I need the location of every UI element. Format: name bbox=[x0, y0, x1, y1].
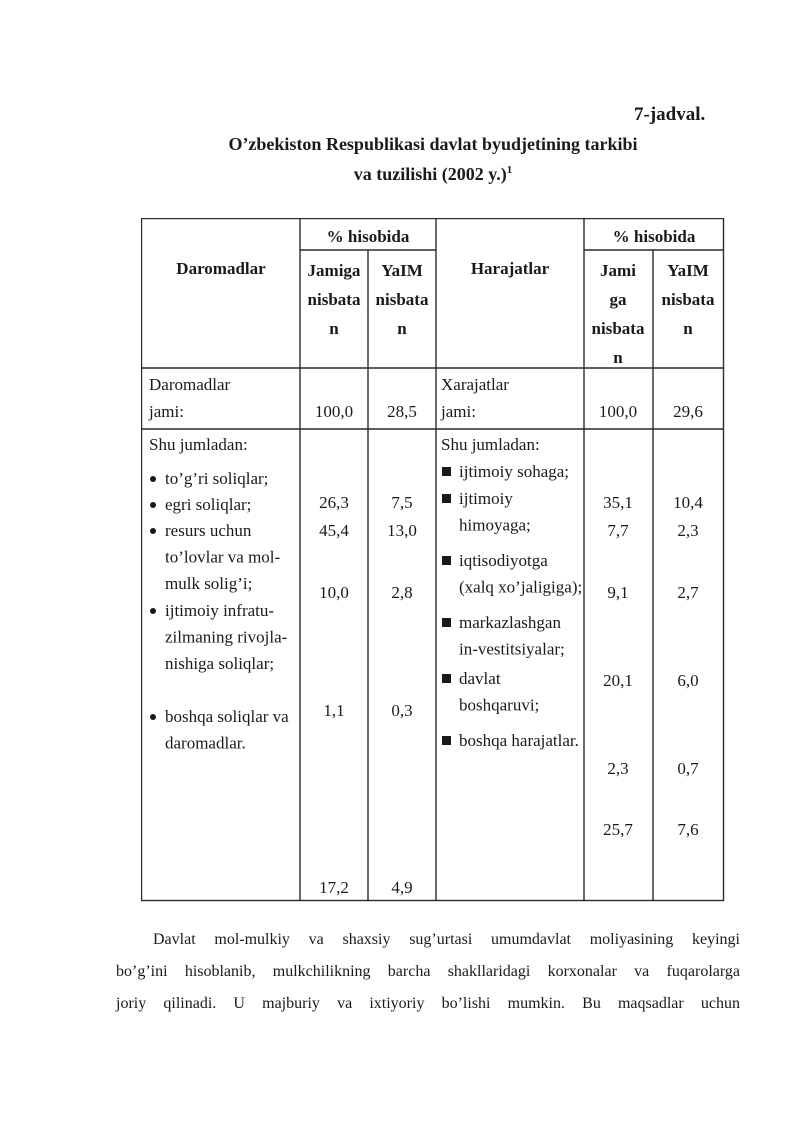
total-value: 29,6 bbox=[673, 402, 703, 421]
list-item: boshqa harajatlar. bbox=[459, 731, 579, 750]
table-value: 45,4 bbox=[319, 521, 349, 540]
total-label: Xarajatlar bbox=[441, 375, 509, 394]
column-header-daromadlar: Daromadlar bbox=[176, 259, 266, 278]
bullet-icon bbox=[150, 714, 156, 720]
list-item: ijtimoiy infratu- bbox=[165, 601, 275, 620]
square-bullet-icon bbox=[442, 618, 451, 627]
column-header-yaim: YaIM bbox=[667, 261, 709, 280]
column-header-jamiga: n bbox=[613, 348, 623, 367]
list-item: to’lovlar va mol- bbox=[165, 547, 281, 567]
table-number: 7-jadval. bbox=[634, 104, 706, 125]
table-value: 9,1 bbox=[607, 583, 629, 602]
list-intro: Shu jumladan: bbox=[149, 435, 248, 454]
table-cells bbox=[148, 227, 715, 897]
list-intro: Shu jumladan: bbox=[441, 435, 540, 454]
list-item: to’g’ri soliqlar; bbox=[165, 469, 269, 488]
table-value: 0,7 bbox=[677, 759, 699, 778]
column-header-yaim: n bbox=[397, 319, 407, 338]
list-item: himoyaga; bbox=[459, 515, 531, 535]
table-value: 2,7 bbox=[677, 583, 699, 602]
table-title-line2-text: va tuzilishi (2002 y.) bbox=[353, 164, 507, 184]
square-bullet-icon bbox=[442, 467, 451, 476]
list-item: daromadlar. bbox=[165, 733, 246, 753]
total-label: Daromadlar bbox=[149, 375, 231, 394]
square-bullet-icon bbox=[442, 494, 451, 503]
column-header-jamiga: ga bbox=[609, 290, 627, 309]
table-value: 2,3 bbox=[677, 521, 699, 540]
table-value: 4,9 bbox=[391, 878, 413, 897]
table-value: 2,8 bbox=[391, 583, 413, 602]
list-item: boshqa soliqlar va bbox=[165, 707, 289, 726]
paragraph-line: Davlat mol-mulkiy va shaxsiy sug’urtasi umumdavlat moliyasining keyingi bbox=[153, 931, 740, 948]
table-value: 25,7 bbox=[603, 820, 633, 839]
square-bullet-icon bbox=[442, 674, 451, 683]
column-header-jamiga: Jami bbox=[600, 261, 636, 280]
total-label: jami: bbox=[441, 402, 476, 421]
list-item: zilmaning rivojla- bbox=[165, 627, 288, 647]
square-bullet-icon bbox=[442, 556, 451, 565]
total-value: 100,0 bbox=[598, 402, 638, 421]
table-title-line1: O’zbekiston Respublikasi davlat byudjetining tarkibi bbox=[228, 134, 638, 154]
column-header-jamiga: n bbox=[329, 319, 339, 338]
table-value: 7,5 bbox=[391, 493, 413, 512]
total-label: jami: bbox=[149, 402, 184, 421]
column-header-yaim: n bbox=[683, 319, 693, 338]
bullet-icon bbox=[150, 528, 156, 534]
table-value: 7,7 bbox=[607, 521, 629, 540]
list-item: nishiga soliqlar; bbox=[165, 654, 275, 673]
column-header-yaim: nisbata bbox=[375, 290, 429, 309]
table-value: 35,1 bbox=[603, 493, 633, 512]
list-item: mulk solig’i; bbox=[165, 574, 253, 593]
table-value: 13,0 bbox=[387, 521, 417, 540]
list-item: (xalq xo’jaligiga); bbox=[459, 577, 583, 597]
paragraph-line: bo’g’ini hisoblanib, mulkchilikning barcha shakllaridagi korxonalar va fuqarolarga bbox=[116, 963, 740, 980]
list-item: markazlashgan bbox=[459, 613, 561, 632]
table-value: 26,3 bbox=[319, 493, 349, 512]
table-value: 2,3 bbox=[607, 759, 629, 778]
column-header-jamiga: nisbata bbox=[307, 290, 361, 309]
bullet-icon bbox=[150, 502, 156, 508]
list-item: ijtimoiy bbox=[459, 489, 513, 508]
list-item: resurs uchun bbox=[165, 521, 252, 540]
column-header-jamiga: nisbata bbox=[591, 319, 645, 338]
column-header-percent: % hisobida bbox=[612, 227, 696, 246]
list-item: in-vestitsiyalar; bbox=[459, 639, 565, 659]
column-header-jamiga: Jamiga bbox=[307, 261, 361, 280]
table-title-line2 bbox=[140, 164, 726, 185]
list-item: egri soliqlar; bbox=[165, 495, 252, 514]
list-item: davlat bbox=[459, 669, 501, 688]
budget-table bbox=[141, 218, 725, 902]
table-value: 6,0 bbox=[677, 671, 699, 690]
column-header-yaim: nisbata bbox=[661, 290, 715, 309]
column-header-harajatlar: Harajatlar bbox=[470, 259, 550, 278]
table-value: 7,6 bbox=[677, 820, 699, 839]
total-value: 100,0 bbox=[314, 402, 354, 421]
table-value: 10,0 bbox=[319, 583, 349, 602]
list-item: iqtisodiyotga bbox=[459, 551, 548, 570]
table-value: 0,3 bbox=[391, 701, 413, 720]
table-value: 17,2 bbox=[319, 878, 349, 897]
total-value: 28,5 bbox=[387, 402, 417, 421]
bullet-icon bbox=[150, 608, 156, 614]
square-bullet-icon bbox=[442, 736, 451, 745]
column-header-yaim: YaIM bbox=[381, 261, 423, 280]
table-value: 10,4 bbox=[673, 493, 703, 512]
bullet-icon bbox=[150, 476, 156, 482]
list-item: ijtimoiy sohaga; bbox=[459, 462, 570, 481]
footnote-marker: 1 bbox=[506, 164, 513, 176]
table-value: 20,1 bbox=[603, 671, 633, 690]
table-value: 1,1 bbox=[323, 701, 345, 720]
column-header-percent: % hisobida bbox=[326, 227, 410, 246]
list-item: boshqaruvi; bbox=[459, 695, 540, 715]
paragraph-line: joriy qilinadi. U majburiy va ixtiyoriy bo’lishi mumkin. Bu maqsadlar uchun bbox=[116, 995, 740, 1012]
